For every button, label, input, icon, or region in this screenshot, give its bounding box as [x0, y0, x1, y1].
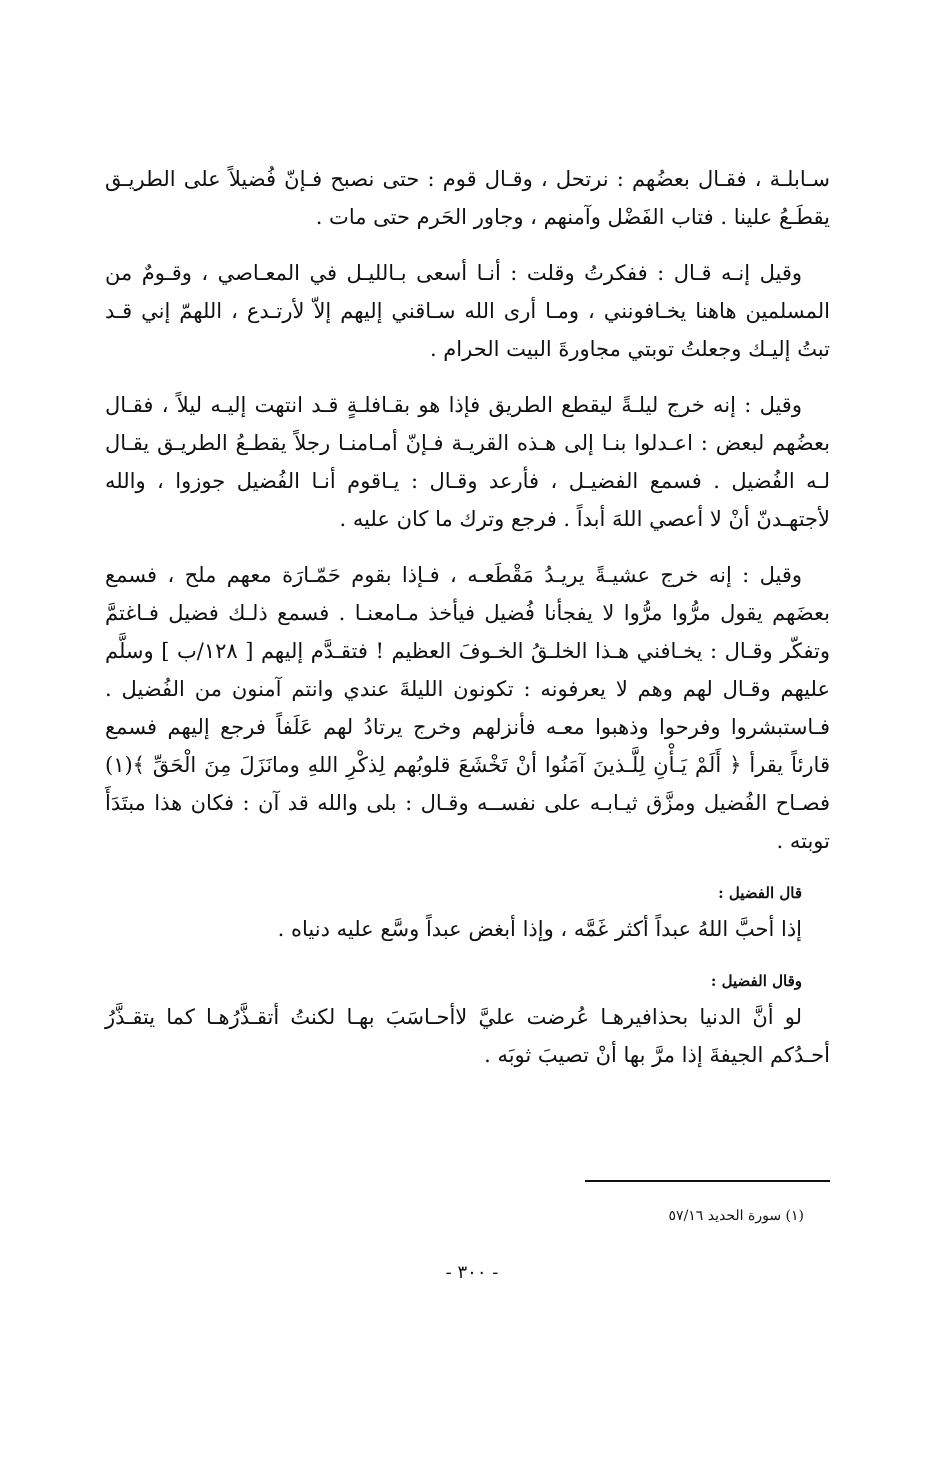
saying-text-1: إذا أحبَّ اللهُ عبداً أكثر غَمَّه ، وإذا أبغض عبداً وسَّع عليه دنياه . — [277, 917, 802, 941]
saying-heading-1: قال الفضيل : — [718, 884, 802, 902]
page-number: - ٣٠٠ - — [445, 1262, 499, 1283]
paragraph-2: وقيل إنـه قـال : ففكرتُ وقلت : أنـا أسعى بـالليـل في المعـاصي ، وقـومٌ من المسلمين هاهنا يخـافونني ، ومـا أرى الله سـاقني إليهم إلاّ لأرتـدع ، اللهمّ إني قـد تبتُ إليـك وجعلتُ توبتي مجاورةَ البيت الحرام . — [105, 261, 830, 361]
paragraph-1: سـابلـة ، فقـال بعضُهم : نرتحل ، وقـال قوم : حتى نصبح فـإنّ فُضيلاً على الطريـق يقطَـعُ علينا . فتاب الفَضْل وآمنهم ، وجاور الحَرم حتى مات . — [105, 167, 830, 229]
main-text — [105, 160, 830, 1074]
saying-heading-2: وقال الفضيل : — [710, 972, 802, 990]
paragraph-3: وقيل : إنه خرج ليلـةً ليقطع الطريق فإذا هو بقـافلـةٍ قـد انتهت إليـه ليلاً ، فقـال بعضُهم لبعض : اعـدلوا بنـا إلى هـذه القريـة فـإنّ أمـامنـا رجلاً يقطـعُ الطريـق يقـال لـه الفُضيل . فسمع الفضيـل ، فأرعد وقـال : يـاقوم أنـا الفُضيل جوزوا ، والله لأجتهـدنّ أنْ لا أعصي اللهَ أبداً . فرجع وترك ما كان عليه . — [105, 393, 830, 531]
paragraph-4: وقيل : إنه خرج عشيـةً يريـدُ مَقْطَعـه ، فـإذا بقوم حَمّـارَة معهم ملح ، فسمع بعضَهم يقول مرُّوا مرُّوا لا يفجأنا فُضيل فيأخذ مـامعنـا . فسمع ذلـك فضيل فـاغتمَّ وتفكّر وقـال : يخـافني هـذا الخلـقُ الخـوفَ العظيم ! فتقـدَّم إليهم [ ١٢٨/ب ] وسلَّم عليهم وقـال لهم وهم لا يعرفونه : تكونون الليلةَ عندي وانتم آمنون من الفُضيل . فـاستبشروا وفرحوا وذهبوا معـه فأنزلهم وخرج يرتادُ لهم عَلَفاً فرجع إليهم فسمع قارئاً يقرأ ﴿ أَلَمْ يَـأْنِ لِلَّـذينَ آمَنُوا أنْ تَخْشَعَ قلوبُهم لِذكْرِ اللهِ ومانَزَلَ مِنَ الْحَقِّ ﴾(١) فصـاح الفُضيل ومزَّق ثيـابـه على نفســه وقـال : بلى والله قد آن : فكان هذا مبتَدَأَ توبته . — [105, 563, 830, 853]
footnote-divider — [585, 1180, 830, 1182]
saying-text-2: لو أنَّ الدنيا بحذافيرهـا عُرضت عليَّ لاأحـاسَبَ بهـا لكنتُ أتقـذَّرُهـا كما يتقـذَّرُ أحـدُكم الجيفةَ إذا مرَّ بها أنْ تصيبَ ثوبَه . — [105, 1005, 830, 1067]
footnote: (١) سورة الحديد ٥٧/١٦ — [668, 1208, 804, 1224]
